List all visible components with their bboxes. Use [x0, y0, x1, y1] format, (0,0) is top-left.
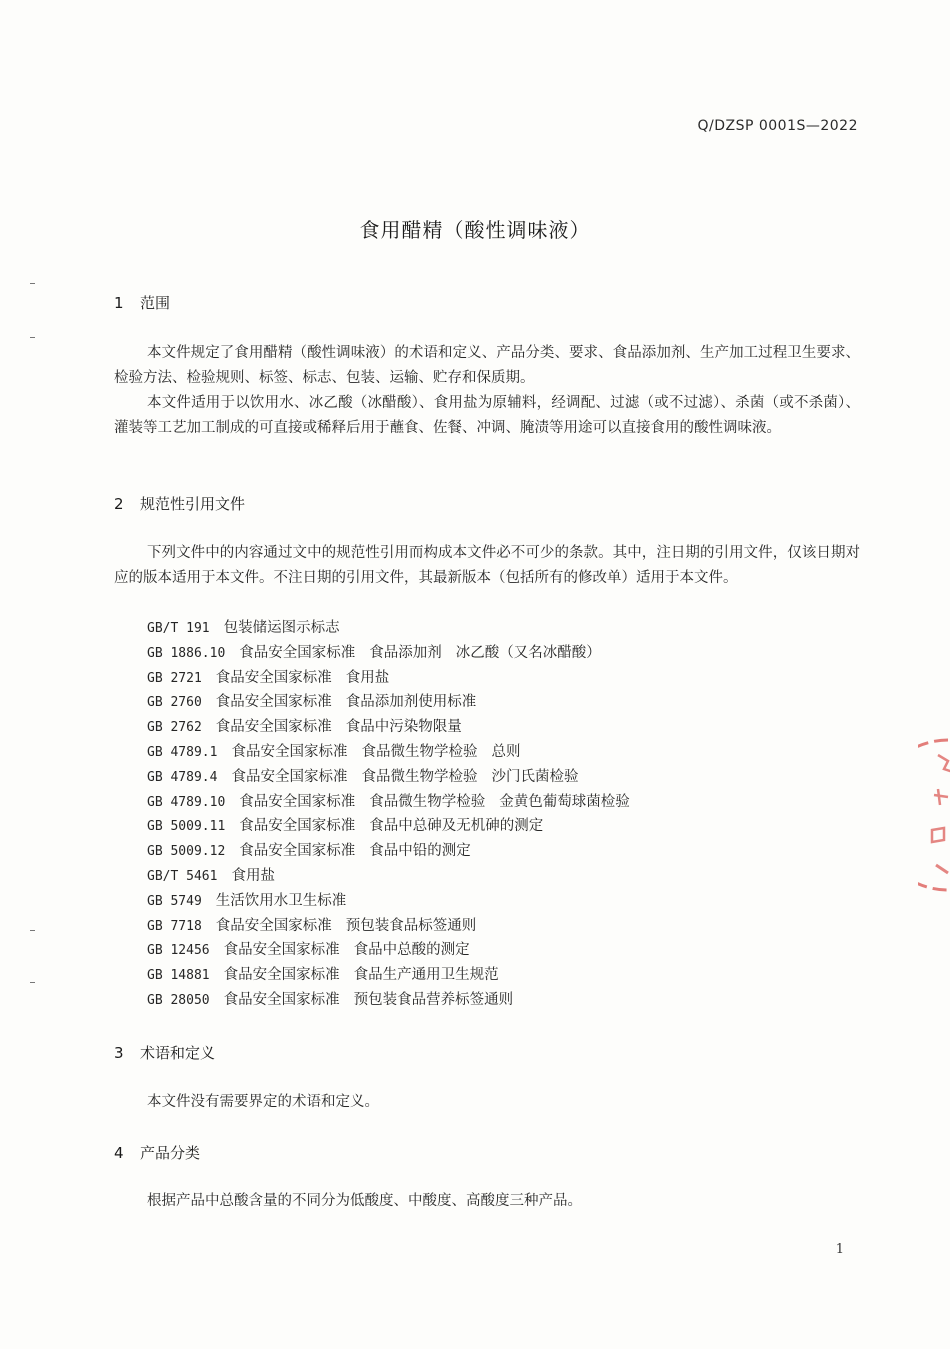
reference-title-part: 食品生产通用卫生规范: [353, 967, 499, 984]
document-code: Q/DZSP 0001S—2022: [697, 118, 858, 134]
reference-title-part: 食品安全国家标准: [231, 743, 348, 760]
reference-code: GB 5749: [147, 893, 202, 909]
reference-item: [147, 839, 644, 864]
section-1-paragraph-1: 本文件规定了食用醋精（酸性调味液）的术语和定义、产品分类、要求、食品添加剂、生产加工过程卫生要求、检验方法、检验规则、标签、标志、包装、运输、贮存和保质期。: [114, 345, 860, 386]
reference-item: [147, 616, 644, 641]
section-2-intro: 下列文件中的内容通过文中的规范性引用而构成本文件必不可少的条款。其中，注日期的引用文件，仅该日期对应的版本适用于本文件。不注日期的引用文件，其最新版本（包括所有的修改单）适用于本文件。: [114, 545, 860, 586]
reference-item: [147, 889, 644, 914]
reference-title-part: 食品安全国家标准: [231, 768, 348, 785]
reference-title-part: 食品中总砷及无机砷的测定: [369, 818, 544, 835]
scan-mark: [30, 930, 35, 931]
section-1-paragraph-2: 本文件适用于以饮用水、冰乙酸（冰醋酸）、食用盐为原辅料，经调配、过滤（或不过滤）、杀菌（或不杀菌）、灌装等工艺加工制成的可直接或稀释后用于蘸食、佐餐、冲调、腌渍等用途可以直接食用的酸性调味液。: [114, 395, 860, 436]
reference-title-part: 食品中铅的测定: [369, 843, 471, 860]
red-seal-stamp: [918, 735, 950, 895]
normative-reference-list: [147, 616, 644, 1013]
reference-title-part: 食品微生物学检验: [361, 743, 478, 760]
section-4-number: 4: [114, 1144, 124, 1162]
reference-title-part: 预包装食品营养标签通则: [353, 991, 514, 1008]
reference-title-part: 沙门氏菌检验: [491, 768, 579, 785]
scan-mark: [30, 283, 35, 284]
reference-item: [147, 690, 644, 715]
reference-title-part: 食用盐: [345, 669, 390, 686]
page-number: 1: [835, 1242, 844, 1257]
reference-title-part: 食品安全国家标准: [223, 991, 340, 1008]
reference-title-part: 食品微生物学检验: [361, 768, 478, 785]
reference-title-part: 冰乙酸（又名冰醋酸）: [455, 644, 601, 661]
section-3-title: 术语和定义: [140, 1044, 216, 1062]
reference-code: GB 5009.12: [147, 844, 226, 860]
section-3-number: 3: [114, 1044, 124, 1062]
document-title: 食用醋精（酸性调味液）: [359, 218, 591, 242]
section-1-number: 1: [114, 294, 124, 312]
reference-code: GB 4789.4: [147, 769, 218, 785]
reference-title-part: 总则: [491, 743, 521, 760]
reference-title-part: 食品安全国家标准: [239, 793, 356, 810]
reference-code: GB 5009.11: [147, 819, 226, 835]
reference-item: [147, 914, 644, 939]
section-4-paragraph: 根据产品中总酸含量的不同分为低酸度、中酸度、高酸度三种产品。: [147, 1193, 582, 1209]
reference-code: GB 1886.10: [147, 645, 226, 661]
reference-code: GB 2721: [147, 670, 202, 686]
reference-item: [147, 740, 644, 765]
reference-code: GB/T 5461: [147, 868, 218, 884]
reference-title-part: 食品添加剂: [369, 644, 442, 661]
reference-title-part: 食品安全国家标准: [215, 694, 332, 711]
reference-title-part: 预包装食品标签通则: [345, 917, 477, 934]
reference-code: GB 4789.1: [147, 744, 218, 760]
section-2-heading: [114, 493, 245, 514]
reference-title-part: 食品微生物学检验: [369, 793, 486, 810]
reference-item: [147, 988, 644, 1013]
reference-title-part: 食品安全国家标准: [239, 644, 356, 661]
reference-title-part: 包装储运图示标志: [223, 620, 340, 636]
reference-code: GB 2762: [147, 720, 202, 736]
scan-mark: [30, 982, 35, 983]
scan-mark: [30, 337, 35, 338]
reference-title-part: 食品安全国家标准: [215, 669, 332, 686]
reference-title-part: 食品添加剂使用标准: [345, 694, 477, 711]
reference-title-part: 食品安全国家标准: [223, 967, 340, 984]
section-3-paragraph: 本文件没有需要界定的术语和定义。: [147, 1094, 379, 1110]
reference-code: GB 28050: [147, 992, 210, 1008]
reference-title-part: 食品安全国家标准: [239, 843, 356, 860]
reference-item: [147, 715, 644, 740]
reference-item: [147, 938, 644, 963]
reference-title-part: 食品安全国家标准: [215, 719, 332, 736]
reference-code: GB 7718: [147, 918, 202, 934]
section-3-heading: [114, 1042, 215, 1063]
section-4-title: 产品分类: [140, 1144, 201, 1162]
reference-title-part: 食品安全国家标准: [215, 917, 332, 934]
section-2-number: 2: [114, 495, 124, 513]
reference-title-part: 食品安全国家标准: [239, 818, 356, 835]
reference-item: [147, 765, 644, 790]
reference-code: GB 12456: [147, 943, 210, 959]
section-1-title: 范围: [140, 294, 171, 312]
reference-code: GB 4789.10: [147, 794, 226, 810]
reference-item: [147, 790, 644, 815]
section-1-heading: [114, 292, 170, 313]
reference-code: GB 2760: [147, 695, 202, 711]
reference-title-part: 生活饮用水卫生标准: [215, 892, 347, 909]
reference-item: [147, 814, 644, 839]
reference-title-part: 金黄色葡萄球菌检验: [499, 793, 630, 810]
section-2-title: 规范性引用文件: [140, 495, 246, 513]
reference-code: GB 14881: [147, 968, 210, 984]
reference-title-part: 食用盐: [231, 867, 275, 884]
reference-item: [147, 666, 644, 691]
reference-title-part: 食品中污染物限量: [345, 719, 462, 736]
reference-title-part: 食品中总酸的测定: [353, 942, 470, 959]
reference-item: [147, 864, 644, 889]
section-4-heading: [114, 1142, 200, 1163]
reference-title-part: 食品安全国家标准: [223, 942, 340, 959]
reference-item: [147, 641, 644, 666]
reference-item: [147, 963, 644, 988]
reference-code: GB/T 191: [147, 621, 210, 636]
